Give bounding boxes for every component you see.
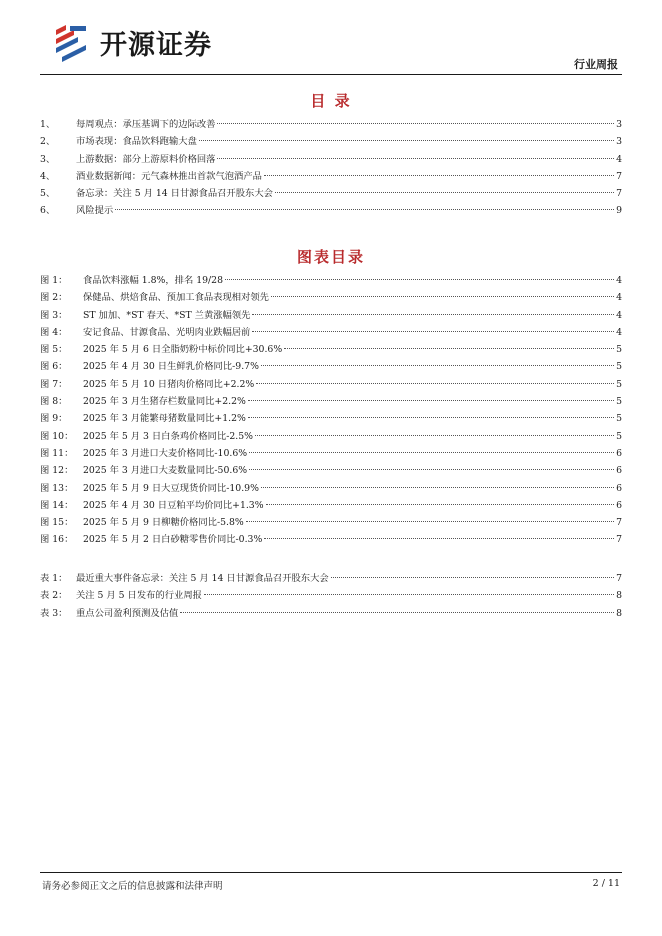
entry-number: 图 7： (40, 378, 68, 390)
entry-title: 2025 年 5 月 9 日大豆现货价同比-10.9% (83, 482, 259, 494)
entry-page-number: 7 (616, 170, 622, 182)
entry-page-number: 5 (616, 378, 622, 390)
dot-leader (255, 435, 614, 436)
entry-title: 市场表现：食品饮料跑输大盘 (76, 136, 197, 148)
entry-number: 图 11： (40, 447, 74, 459)
toc-entry[interactable] (40, 428, 622, 445)
entry-title: 2025 年 5 月 10 日猪肉价格同比+2.2% (83, 378, 255, 390)
entry-title: 2025 年 5 月 9 日柳糖价格同比-5.8% (83, 517, 244, 529)
dot-leader (256, 383, 614, 384)
entry-number: 图 16： (40, 534, 74, 546)
page-number: 2 / 11 (592, 878, 620, 889)
entry-number: 图 10： (40, 430, 74, 442)
footer-disclaimer: 请务必参阅正文之后的信息披露和法律声明 (42, 881, 223, 892)
entry-page-number: 3 (616, 136, 622, 148)
entry-title: 最近重大事件备忘录：关注 5 月 14 日甘源食品召开股东大会 (76, 573, 329, 584)
entry-number: 表 3： (40, 607, 68, 619)
toc-entry[interactable] (40, 587, 622, 604)
entry-page-number: 4 (616, 275, 622, 286)
dot-leader (180, 612, 614, 613)
entry-page-number: 5 (616, 344, 622, 356)
dot-leader (261, 487, 614, 488)
toc-entry[interactable] (40, 324, 622, 341)
kaiyuan-logo-icon (52, 22, 92, 62)
dot-leader (217, 158, 614, 159)
entry-page-number: 7 (616, 517, 622, 529)
dot-leader (252, 331, 614, 332)
entry-number: 2、 (40, 136, 56, 148)
company-name: 开源证券 (100, 29, 212, 61)
toc-entry[interactable] (40, 393, 622, 410)
toc-entry[interactable] (40, 116, 622, 133)
entry-number: 表 2： (40, 590, 68, 602)
toc-entry[interactable] (40, 497, 622, 514)
entry-number: 5、 (40, 188, 56, 200)
entry-page-number: 5 (616, 430, 622, 442)
toc-entry[interactable] (40, 480, 622, 497)
toc-entry[interactable] (40, 151, 622, 168)
entry-title: 关注 5 月 5 日发布的行业周报 (76, 590, 202, 602)
dot-leader (225, 279, 614, 280)
entry-number: 6、 (40, 205, 56, 217)
toc-entry[interactable] (40, 358, 622, 375)
entry-number: 图 9： (40, 413, 68, 425)
dot-leader (264, 538, 614, 539)
entry-title: 每周观点：承压基调下的边际改善 (76, 119, 216, 130)
figure-index-title: 图表目录 (296, 248, 365, 266)
entry-title: 安记食品、甘源食品、光明肉业跌幅居前 (83, 326, 251, 338)
entry-title: 2025 年 3 月能繁母猪数量同比+1.2% (83, 413, 246, 425)
toc-entry[interactable] (40, 133, 622, 150)
dot-leader (264, 175, 614, 176)
entry-number: 图 5： (40, 344, 68, 356)
dot-leader (248, 417, 614, 418)
entry-title: 2025 年 3 月进口大麦数量同比-50.6% (83, 465, 248, 477)
toc-entry[interactable] (40, 307, 622, 324)
entry-title: 保健品、烘焙食品、预加工食品表现相对领先 (83, 292, 269, 304)
entry-page-number: 3 (616, 119, 622, 130)
toc-entry[interactable] (40, 185, 622, 202)
entry-number: 表 1： (40, 573, 68, 584)
dot-leader (204, 594, 614, 595)
toc-entry[interactable] (40, 272, 622, 289)
entry-number: 图 12： (40, 465, 74, 477)
toc-entry[interactable] (40, 376, 622, 393)
dot-leader (252, 314, 614, 315)
toc-entry[interactable] (40, 289, 622, 306)
toc-entry[interactable] (40, 514, 622, 531)
figure-index-list (40, 272, 622, 549)
entry-page-number: 7 (616, 573, 622, 584)
dot-leader (331, 577, 614, 578)
entry-page-number: 5 (616, 361, 622, 373)
dot-leader (217, 123, 614, 124)
entry-title: 重点公司盈利预测及估值 (76, 607, 179, 619)
toc-entry[interactable] (40, 341, 622, 358)
entry-number: 图 3： (40, 309, 68, 321)
dot-leader (261, 365, 614, 366)
toc-entry[interactable] (40, 410, 622, 427)
entry-number: 图 4： (40, 326, 68, 338)
toc-entry[interactable] (40, 462, 622, 479)
entry-title: 2025 年 5 月 2 日白砂糖零售价同比-0.3% (83, 534, 263, 546)
entry-number: 图 2： (40, 292, 68, 304)
dot-leader (248, 400, 614, 401)
entry-title: 上游数据：部分上游原料价格回落 (76, 153, 216, 165)
entry-page-number: 8 (616, 607, 622, 619)
entry-page-number: 5 (616, 413, 622, 425)
toc-title: 目 录 (310, 92, 352, 110)
toc-entry[interactable] (40, 605, 622, 622)
entry-number: 图 8： (40, 396, 68, 408)
company-logo (52, 22, 212, 62)
page-header (40, 18, 622, 75)
entry-title: 2025 年 4 月 30 日豆粕平均价同比+1.3% (83, 499, 264, 511)
toc-list (40, 116, 622, 220)
entry-title: 2025 年 5 月 6 日全脂奶粉中标价同比+30.6% (83, 344, 283, 356)
entry-page-number: 5 (616, 396, 622, 408)
entry-number: 图 14： (40, 499, 74, 511)
entry-number: 3、 (40, 153, 56, 165)
toc-entry[interactable] (40, 570, 622, 587)
dot-leader (249, 452, 614, 453)
entry-title: 风险提示 (76, 205, 114, 217)
toc-entry[interactable] (40, 445, 622, 462)
dot-leader (115, 209, 614, 210)
dot-leader (246, 521, 614, 522)
entry-number: 图 13： (40, 482, 74, 494)
toc-entry[interactable] (40, 168, 622, 185)
entry-page-number: 9 (616, 205, 622, 217)
entry-title: ST 加加、*ST 春天、*ST 兰黄涨幅领先 (83, 309, 251, 321)
entry-page-number: 4 (616, 309, 622, 321)
entry-page-number: 8 (616, 590, 622, 602)
entry-page-number: 4 (616, 326, 622, 338)
dot-leader (249, 469, 614, 470)
entry-page-number: 7 (616, 188, 622, 200)
entry-title: 食品饮料涨幅 1.8%，排名 19/28 (83, 275, 223, 286)
dot-leader (284, 348, 614, 349)
dot-leader (271, 296, 614, 297)
entry-title: 2025 年 3 月进口大麦价格同比-10.6% (83, 447, 248, 459)
entry-title: 2025 年 5 月 3 日白条鸡价格同比-2.5% (83, 430, 253, 442)
entry-title: 备忘录：关注 5 月 14 日甘源食品召开股东大会 (76, 188, 273, 200)
dot-leader (199, 140, 614, 141)
entry-number: 图 15： (40, 517, 74, 529)
entry-number: 4、 (40, 170, 56, 182)
toc-entry[interactable] (40, 202, 622, 219)
entry-page-number: 7 (616, 534, 622, 546)
report-type-label: 行业周报 (574, 58, 618, 71)
entry-page-number: 6 (616, 482, 622, 494)
entry-number: 1、 (40, 119, 56, 130)
table-index-list (40, 570, 622, 622)
dot-leader (266, 504, 615, 505)
entry-number: 图 1： (40, 275, 68, 286)
entry-page-number: 6 (616, 499, 622, 511)
entry-page-number: 4 (616, 153, 622, 165)
entry-page-number: 6 (616, 465, 622, 477)
entry-title: 酒业数据新闻：元气森林推出首款气泡酒产品 (76, 170, 262, 182)
page-footer (40, 872, 622, 892)
entry-title: 2025 年 4 月 30 日生鲜乳价格同比-9.7% (83, 361, 259, 373)
entry-title: 2025 年 3 月生猪存栏数量同比+2.2% (83, 396, 246, 408)
entry-page-number: 6 (616, 447, 622, 459)
toc-entry[interactable] (40, 531, 622, 548)
entry-page-number: 4 (616, 292, 622, 304)
dot-leader (275, 192, 614, 193)
entry-number: 图 6： (40, 361, 68, 373)
